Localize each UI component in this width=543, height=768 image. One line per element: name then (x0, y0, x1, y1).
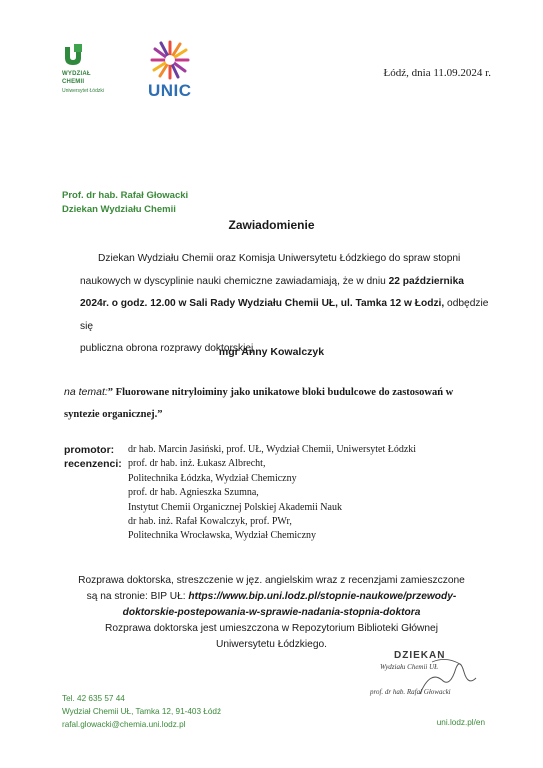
note-line: Rozprawa doktorska, streszczenie w jęz. angielskim wraz z recenzjami zamieszczone (78, 575, 465, 586)
reviewer-line: Politechnika Łódzka, Wydział Chemiczny (128, 472, 297, 484)
announcement-line (80, 271, 496, 294)
addressee-name: Prof. dr hab. Rafał Głowacki (62, 190, 189, 201)
reviewer-line: Politechnika Wrocławska, Wydział Chemiczny (128, 530, 317, 542)
unic-logo (148, 40, 194, 106)
document-title: Zawiadomienie (228, 218, 315, 232)
subject-label: na temat: (64, 386, 108, 398)
faculty-logo-mark-icon (62, 44, 84, 68)
stamp-subtitle: Wydziału Chemii UŁ (380, 663, 439, 671)
announcement-paragraph (80, 248, 496, 361)
reviewer-line: prof. dr hab. inż. Łukasz Albrecht, (128, 458, 266, 470)
contact-email[interactable]: rafal.glowacki@chemia.uni.lodz.pl (62, 720, 186, 729)
defense-date: 22 października (388, 275, 464, 287)
thesis-subject (64, 381, 504, 426)
promotor-row (64, 443, 416, 457)
contact-block (62, 692, 221, 731)
faculty-logo-line3: Uniwersytet Łódzki (62, 88, 104, 94)
announcement-text: naukowych w dyscyplinie nauki chemiczne zawiadamiają, że w dniu (80, 275, 389, 287)
stamp-title: DZIEKAN (394, 650, 446, 661)
reviewer-line: Instytut Chemii Organicznej Polskiej Akademii Nauk (128, 501, 342, 513)
unic-burst-icon (150, 40, 190, 80)
announcement-text: odbędzie się (80, 298, 489, 332)
website-link[interactable]: uni.lodz.pl/en (436, 718, 485, 727)
note-text: są na stronie: BIP UŁ: (86, 591, 189, 602)
reviewers-row (64, 457, 416, 471)
contact-phone: Tel. 42 635 57 44 (62, 694, 125, 703)
reviewer-line: prof. dr hab. Agnieszka Szumna, (128, 487, 259, 499)
thesis-title-line2: syntezie organicznej.” (64, 409, 163, 420)
document-date: Łódź, dnia 11.09.2024 r. (383, 67, 491, 79)
bip-link-continuation[interactable]: doktorskie-postepowania-w-sprawie-nadania-stopnia-doktora (122, 607, 421, 618)
announcement-line: publiczna obrona rozprawy doktorskiej (80, 343, 254, 354)
note-line: Rozprawa doktorska jest umieszczona w Repozytorium Biblioteki Głównej (105, 623, 438, 634)
addressee-role: Dziekan Wydziału Chemii (62, 204, 176, 215)
announcement-line (80, 293, 496, 338)
stamp-signer: prof. dr hab. Rafał Głowacki (370, 688, 451, 696)
contact-address: Wydział Chemii UŁ, Tamka 12, 91-403 Łódź (62, 707, 222, 716)
promotor-label: promotor: (64, 444, 115, 456)
promotor-value: dr hab. Marcin Jasiński, prof. UŁ, Wydział Chemii, Uniwersytet Łódzki (128, 444, 417, 455)
reviewers-label: recenzenci: (64, 458, 122, 471)
announcement-line: Dziekan Wydziału Chemii oraz Komisja Uniwersytetu Łódzkiego do spraw stopni (98, 253, 461, 264)
bip-link[interactable]: https://www.bip.uni.lodz.pl/stopnie-naukowe/przewody- (188, 591, 457, 602)
candidate-name: mgr Anny Kowalczyk (218, 346, 325, 358)
defense-time-place: 2024r. o godz. 12.00 w Sali Rady Wydziału Chemii UŁ, ul. Tamka 12 w Łodzi, (80, 298, 445, 309)
reviewer-line: dr hab. inż. Rafał Kowalczyk, prof. PWr, (128, 516, 292, 528)
unic-logo-text: UNIC (148, 81, 192, 100)
thesis-title-line1: ” Fluorowane nitryloiminy jako unikatowe bloki budulcowe do zastosowań w (107, 387, 454, 398)
dean-stamp (360, 650, 500, 702)
faculty-logo-line2: CHEMII (62, 79, 85, 85)
faculty-logo (62, 44, 142, 104)
faculty-logo-line1: WYDZIAŁ (62, 71, 91, 77)
repository-note (0, 573, 543, 653)
note-line: Uniwersytetu Łódzkiego. (216, 639, 327, 650)
committee-block (64, 443, 416, 544)
note-line (0, 589, 543, 605)
